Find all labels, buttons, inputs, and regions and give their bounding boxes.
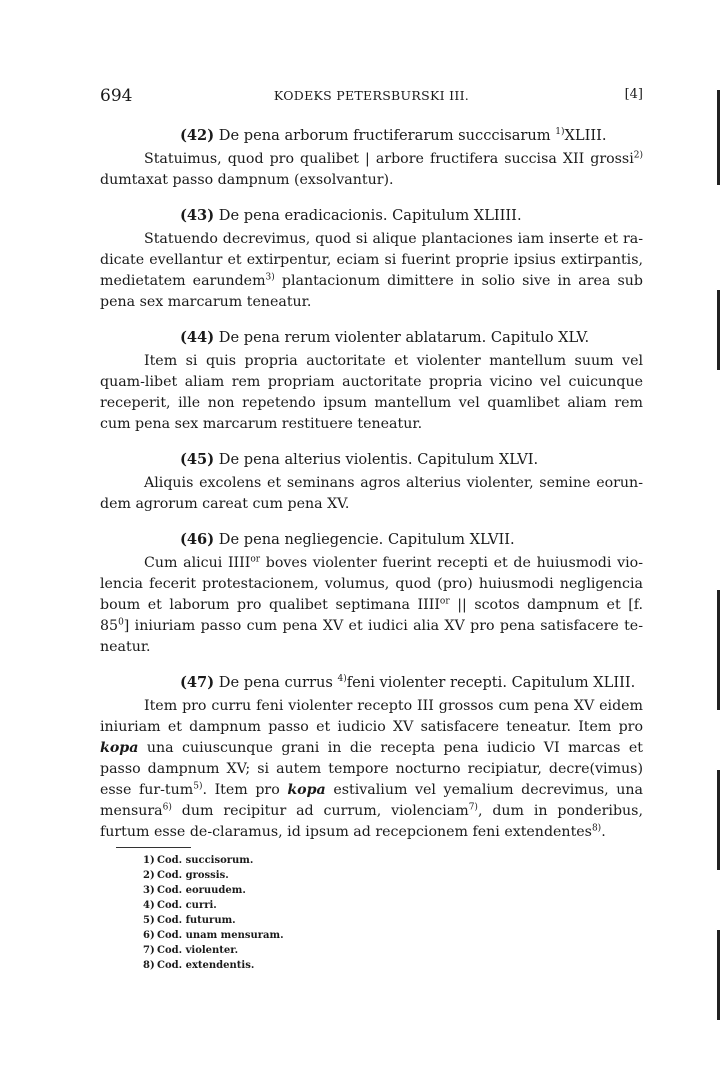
- paragraph-text: . Item pro: [202, 782, 288, 798]
- paragraph-text: Statuimus, quod pro qualibet | arbore fructifera succisa XII grossi: [144, 151, 634, 167]
- footnote-mark: 1): [143, 855, 155, 866]
- chapter-title-text: XLIII.: [564, 127, 607, 144]
- chapter-title-text: De pena alterius violentis. Capitulum XLVI.: [218, 451, 539, 468]
- footnote-text: Cod. futurum.: [157, 915, 236, 926]
- chapter-number: (47): [180, 674, 215, 691]
- chapter-paragraph: [100, 553, 643, 658]
- chapter-section: [100, 125, 643, 191]
- footnote-ref: 2): [633, 150, 643, 161]
- chapter-title: [100, 327, 643, 348]
- footnote-ref: 5): [193, 781, 203, 792]
- footnote-ref: 1): [555, 127, 565, 138]
- chapter-paragraph: [100, 229, 643, 313]
- footnote-divider: [116, 847, 191, 848]
- footnote-text: Cod. extendentis.: [157, 960, 255, 971]
- paragraph-text: plantacionum dimittere in solio sive in area sub pena sex marcarum teneatur.: [100, 273, 643, 310]
- footnote-ref: 7): [468, 802, 478, 813]
- footnote-ref: or: [439, 596, 450, 607]
- footnote-ref: 6): [162, 802, 172, 813]
- chapter-number: (44): [180, 329, 215, 346]
- footnote: [143, 943, 284, 958]
- chapter-title-text: De pena rerum violenter ablatarum. Capitulo XLV.: [218, 329, 590, 346]
- footnote: [143, 913, 284, 928]
- paragraph-text: ] iniuriam passo cum pena XV et iudici alia XV pro pena satisfacere te-neatur.: [100, 618, 643, 655]
- paragraph-text: Statuendo decrevimus, quod si alique plantaciones iam inserte et ra-dicate evellantur et extirpentur, eciam si fuerint proprie ipsius extirpantis, medietatem earundem: [100, 231, 643, 289]
- footnote-text: Cod. grossis.: [157, 870, 229, 881]
- footnote-ref: or: [250, 554, 261, 565]
- chapter-section: [100, 529, 643, 658]
- chapter-section: [100, 205, 643, 313]
- running-title: KODEKS PETERSBURSKI III.: [273, 88, 470, 103]
- main-text: [100, 125, 643, 857]
- footnote-mark: 5): [143, 915, 155, 926]
- chapter-number: (46): [180, 531, 215, 548]
- footnote-text: Cod. succisorum.: [157, 855, 254, 866]
- footnotes: [143, 853, 284, 973]
- footnote-mark: 7): [143, 945, 155, 956]
- footnote-ref: 3): [265, 272, 275, 283]
- chapter-number: (45): [180, 451, 215, 468]
- chapter-section: [100, 672, 643, 843]
- footnote-text: Cod. violenter.: [157, 945, 239, 956]
- section-marker: [4]: [624, 87, 643, 102]
- paragraph-text: Item si quis propria auctoritate et violenter mantellum suum vel quam-libet aliam rem propriam auctoritate propria vicino vel cuicunque receperit, ille non repetendo ipsum mantellum vel quamlibet aliam rem cum pena sex marcarum restituere teneatur.: [100, 353, 643, 432]
- chapter-paragraph: [100, 473, 643, 515]
- paragraph-text: || scotos dampnum et [f. 85: [100, 597, 643, 634]
- footnote-mark: 8): [143, 960, 155, 971]
- chapter-title: [100, 125, 643, 146]
- footnote-text: Cod. curri.: [157, 900, 217, 911]
- footnote: [143, 928, 284, 943]
- footnote: [143, 898, 284, 913]
- page-header: [100, 86, 643, 108]
- chapter-title-text: De pena eradicacionis. Capitulum XLIIII.: [218, 207, 522, 224]
- chapter-section: [100, 327, 643, 435]
- chapter-title-text: De pena currus: [218, 674, 333, 691]
- footnote-mark: 2): [143, 870, 155, 881]
- chapter-number: (43): [180, 207, 215, 224]
- paragraph-text: estivalium vel yemalium decrevimus, una mensura: [100, 782, 644, 819]
- chapter-number: (42): [180, 127, 215, 144]
- chapter-title-text: De pena arborum fructiferarum succcisarum: [218, 127, 551, 144]
- paragraph-text: boves violenter fuerint recepti et de huiusmodi vio-lencia fecerit protestacionem, volumus, quod (pro) huiusmodi negligencia boum et laborum pro qualibet septimana IIII: [100, 555, 643, 613]
- emphasized-term: kopa: [287, 782, 326, 798]
- paragraph-text: Cum alicui IIII: [144, 555, 251, 571]
- footnote: [143, 868, 284, 883]
- page-number: 694: [100, 86, 133, 106]
- footnote: [143, 853, 284, 868]
- chapter-paragraph: [100, 696, 643, 843]
- paragraph-text: Aliquis excolens et seminans agros alterius violenter, semine eorun-dem agrorum careat cum pena XV.: [100, 475, 643, 512]
- footnote-ref: 0: [118, 617, 124, 628]
- footnote-text: Cod. eoruudem.: [157, 885, 246, 896]
- chapter-title-text: feni violenter recepti. Capitulum XLIII.: [346, 674, 636, 691]
- footnote-ref: 4): [337, 674, 347, 685]
- footnote-mark: 3): [143, 885, 155, 896]
- footnote: [143, 883, 284, 898]
- paragraph-text: Item pro curru feni violenter recepto III grossos cum pena XV eidem iniuriam et dampnum passo et iudicio XV satisfacere teneatur. Item pro: [100, 698, 643, 735]
- chapter-title: [100, 529, 643, 550]
- footnote-ref: 8): [591, 823, 602, 834]
- chapter-section: [100, 449, 643, 515]
- chapter-title: [100, 449, 643, 470]
- paragraph-text: dumtaxat passo dampnum (exsolvantur).: [100, 172, 394, 188]
- chapter-title: [100, 672, 643, 693]
- footnote-mark: 6): [143, 930, 155, 941]
- footnote: [143, 958, 284, 973]
- chapter-paragraph: [100, 149, 643, 191]
- footnote-mark: 4): [143, 900, 155, 911]
- chapter-title: [100, 205, 643, 226]
- chapter-paragraph: [100, 351, 643, 435]
- paragraph-text: .: [601, 824, 606, 840]
- chapter-title-text: De pena negliegencie. Capitulum XLVII.: [218, 531, 515, 548]
- emphasized-term: kopa: [100, 740, 139, 756]
- footnote-text: Cod. unam mensuram.: [157, 930, 284, 941]
- paragraph-text: , dum in ponderibus, furtum esse de-claramus, id ipsum ad recepcionem feni extendentes: [100, 803, 643, 840]
- paragraph-text: una cuiuscunque grani in die recepta pena iudicio VI marcas et passo dampnum XV; si autem tempore nocturno recipiatur, decre(vimus) esse fur-tum: [100, 740, 643, 798]
- paragraph-text: dum recipitur ad currum, violenciam: [171, 803, 469, 819]
